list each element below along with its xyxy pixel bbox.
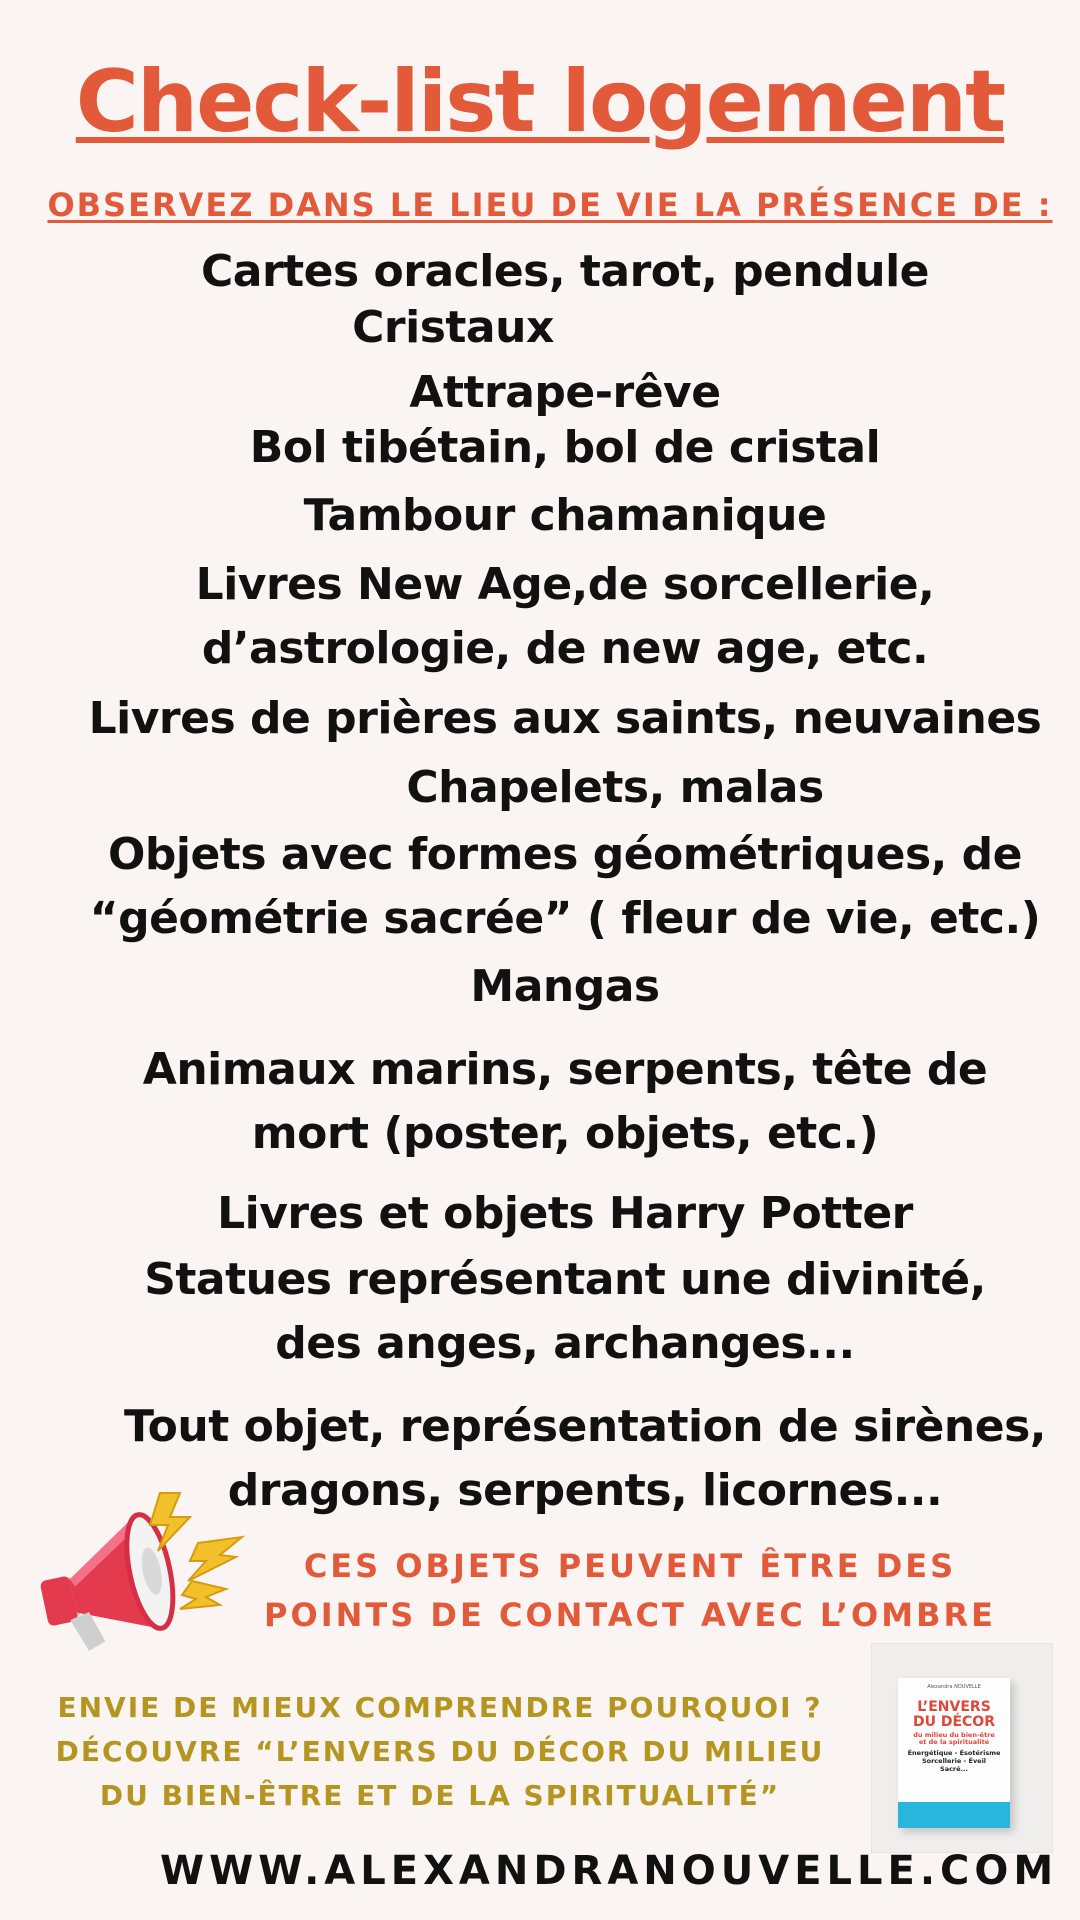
page-subtitle: OBSERVEZ DANS LE LIEU DE VIE LA PRÉSENCE DE : (47, 186, 1053, 224)
checklist-item: Objets avec formes géométriques, de “géométrie sacrée” ( fleur de vie, etc.) (89, 829, 1041, 944)
checklist-item: Livres de prières aux saints, neuvaines (88, 693, 1042, 744)
book-cover-band (898, 1802, 1010, 1828)
checklist-item: Statues représentant une divinité, des anges, archanges... (144, 1254, 986, 1369)
book-author: Alexandra NOUVELLE (927, 1684, 981, 1690)
checklist-item: Animaux marins, serpents, tête de mort (poster, objets, etc.) (142, 1044, 988, 1159)
checklist-item: Tambour chamanique (303, 490, 827, 541)
checklist-item: Mangas (470, 961, 660, 1012)
book-subtitle: du milieu du bien-être et de la spiritualité (913, 1731, 995, 1746)
checklist-item: Tout objet, représentation de sirènes, dragons, serpents, licornes... (124, 1401, 1046, 1516)
website-link[interactable]: WWW.ALEXANDRANOUVELLE.COM (160, 1848, 1059, 1894)
checklist-item: Cartes oracles, tarot, pendule (200, 246, 930, 297)
book-cover-image (872, 1644, 1052, 1852)
checklist-item: Livres New Age,de sorcellerie, d’astrologie, de new age, etc. (195, 559, 935, 674)
page-title: Check-list logement (75, 52, 1005, 152)
megaphone-icon (20, 1485, 245, 1665)
book-cover (898, 1678, 1010, 1828)
book-keywords: Énergétique - Ésotérisme Sorcellerie - Éveil Sacré... (907, 1749, 1001, 1773)
checklist-item: Bol tibétain, bol de cristal (249, 422, 881, 473)
checklist-item: Livres et objets Harry Potter (217, 1188, 913, 1239)
checklist-item: Cristaux (352, 302, 554, 353)
book-promo-text: ENVIE DE MIEUX COMPRENDRE POURQUOI ? DÉCOUVRE “L’ENVERS DU DÉCOR DU MILIEU DU BIEN-ÊTRE ET DE LA SPIRITUALITÉ” (55, 1691, 825, 1812)
checklist-item: Chapelets, malas (406, 762, 824, 813)
checklist-item: Attrape-rêve (409, 367, 721, 418)
warning-message: CES OBJETS PEUVENT ÊTRE DES POINTS DE CONTACT AVEC L’OMBRE (264, 1547, 996, 1634)
book-title: L’ENVERS DU DÉCOR (912, 1699, 995, 1730)
